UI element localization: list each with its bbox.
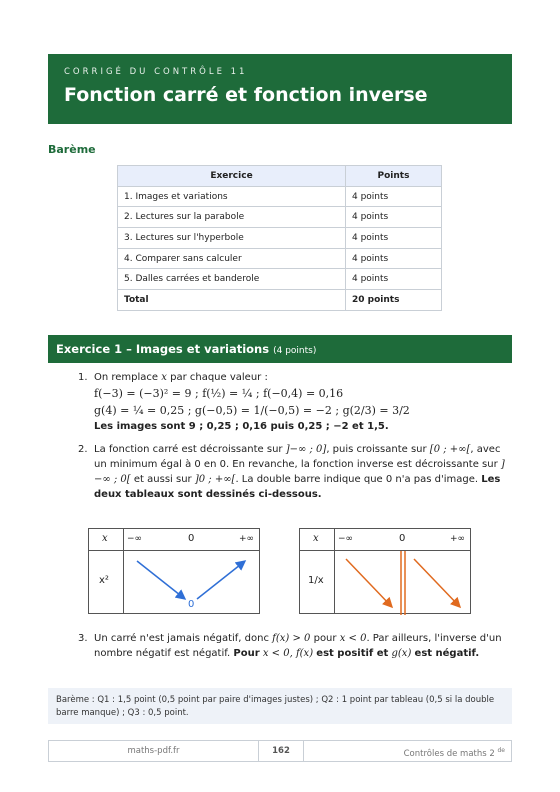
- q3-math-3: x < 0, f(x): [262, 648, 314, 659]
- q3-bold-2: est positif et: [316, 648, 389, 659]
- x-label: x: [313, 533, 319, 544]
- variation-arrows-inverse: [300, 529, 472, 615]
- total-label-cell: Total: [118, 290, 346, 311]
- answer-list-continued: [74, 631, 514, 661]
- q2-interval-4: ]0 ; +∞[: [194, 474, 236, 485]
- points-cell: 4 points: [346, 269, 442, 290]
- table-row: [118, 269, 442, 290]
- table-header-row: [118, 166, 442, 187]
- q2-text-2: , puis croissante sur: [326, 444, 427, 455]
- bareme-table: [117, 165, 442, 311]
- exercise-1-points: (4 points): [273, 346, 317, 356]
- answer-list: [74, 370, 514, 502]
- q3-math-2: x < 0: [339, 633, 367, 644]
- q3-text-2: pour: [313, 633, 337, 644]
- table-row: [118, 207, 442, 228]
- exercise-cell: 4. Comparer sans calculer: [118, 248, 346, 269]
- q3-math-4: g(x): [391, 648, 412, 659]
- total-points-cell: 20 points: [346, 290, 442, 311]
- q2-text-5: . La double barre indique que 0 n'a pas d'image.: [235, 474, 479, 485]
- points-cell: 4 points: [346, 248, 442, 269]
- table-row: [118, 248, 442, 269]
- column-header-points: Points: [346, 166, 442, 187]
- q1-conclusion: Les images sont 9 ; 0,25 ; 0,16 puis 0,25 ; −2 et 1,5.: [94, 421, 389, 432]
- page-footer: [48, 740, 512, 762]
- q2-text-1: La fonction carré est décroissante sur: [94, 444, 283, 455]
- exercise-cell: 1. Images et variations: [118, 186, 346, 207]
- decreasing-arrow: [137, 561, 185, 599]
- x-value-minus-infinity: −∞: [127, 534, 143, 544]
- decreasing-arrow-left: [346, 559, 392, 607]
- q3-bold-1: Pour: [233, 648, 260, 659]
- table-row: [118, 186, 442, 207]
- column-header-exercise: Exercice: [118, 166, 346, 187]
- page-title: Fonction carré et fonction inverse: [64, 84, 428, 106]
- variation-table-square: [88, 528, 260, 614]
- function-label: 1/x: [308, 575, 324, 586]
- footer-page-number: 162: [258, 741, 304, 761]
- item-number: 2.: [78, 444, 88, 455]
- points-cell: 4 points: [346, 207, 442, 228]
- q1-var: x: [161, 372, 167, 383]
- footer-book-title: Contrôles de maths 2 $^{de}$: [403, 747, 505, 759]
- points-cell: 4 points: [346, 186, 442, 207]
- exercise-cell: 3. Lectures sur l'hyperbole: [118, 228, 346, 249]
- q2-text-3: , avec un minimum égal à 0 en 0. En revanche, la fonction inverse est décroissante sur: [94, 444, 501, 470]
- increasing-arrow: [197, 561, 245, 599]
- variation-table-inverse: [299, 528, 471, 614]
- q1-formula-line-1: f(−3) = (−3)² = 9 ; f(½) = ¼ ; f(−0,4) = 0,16: [94, 387, 344, 400]
- minimum-value: 0: [188, 599, 195, 610]
- footer-site: maths-pdf.fr: [127, 746, 180, 756]
- q1-intro: On remplace: [94, 372, 159, 383]
- exercise-1-banner: [48, 335, 512, 363]
- exercise-cell: 2. Lectures sur la parabole: [118, 207, 346, 228]
- table-row: [118, 228, 442, 249]
- q1-intro-end: par chaque valeur :: [170, 372, 268, 383]
- q3-text-1: Un carré n'est jamais négatif, donc: [94, 633, 269, 644]
- q3-text-3: . Par ailleurs, l'inverse d'un nombre négatif est négatif.: [94, 633, 502, 659]
- x-label: x: [102, 533, 108, 544]
- q2-interval-3: ]−∞ ; 0[: [94, 459, 505, 485]
- x-value-minus-infinity: −∞: [338, 534, 354, 544]
- item-number: 3.: [78, 633, 88, 644]
- q2-interval-2: [0 ; +∞[: [429, 444, 471, 455]
- points-cell: 4 points: [346, 228, 442, 249]
- table-total-row: [118, 290, 442, 311]
- x-value-zero: 0: [188, 533, 195, 544]
- q3-math-1: f(x) > 0: [272, 633, 311, 644]
- page-header: [48, 54, 512, 124]
- x-value-zero: 0: [399, 533, 406, 544]
- x-value-plus-infinity: +∞: [239, 534, 255, 544]
- x-value-plus-infinity: +∞: [450, 534, 466, 544]
- decreasing-arrow-right: [414, 559, 460, 607]
- answer-item-1: [74, 370, 514, 436]
- q1-formula-line-2: g(4) = ¼ = 0,25 ; g(−0,5) = 1/(−0,5) = −2 ; g(2/3) = 3/2: [94, 404, 410, 417]
- exercise-cell: 5. Dalles carrées et banderole: [118, 269, 346, 290]
- bareme-heading: Barème: [48, 143, 96, 156]
- q2-bold-text: Les deux tableaux sont dessinés ci-dessous.: [94, 474, 501, 500]
- answer-item-2: [74, 442, 514, 502]
- q2-interval-1: ]−∞ ; 0]: [285, 444, 327, 455]
- q3-bold-3: est négatif.: [414, 648, 480, 659]
- answer-item-3: [74, 631, 514, 661]
- function-label: x²: [99, 575, 109, 586]
- variation-arrows-square: [89, 529, 261, 615]
- q2-text-4: et aussi sur: [133, 474, 192, 485]
- grading-note: Barème : Q1 : 1,5 point (0,5 point par paire d'images justes) ; Q2 : 1 point par tableau (0,5 si la double barre manque) ; Q3 : 0,5 point.: [48, 688, 512, 724]
- header-kicker: CORRIGÉ DU CONTRÔLE 11: [64, 67, 248, 77]
- exercise-1-title: Exercice 1 – Images et variations: [56, 342, 270, 356]
- item-number: 1.: [78, 372, 88, 383]
